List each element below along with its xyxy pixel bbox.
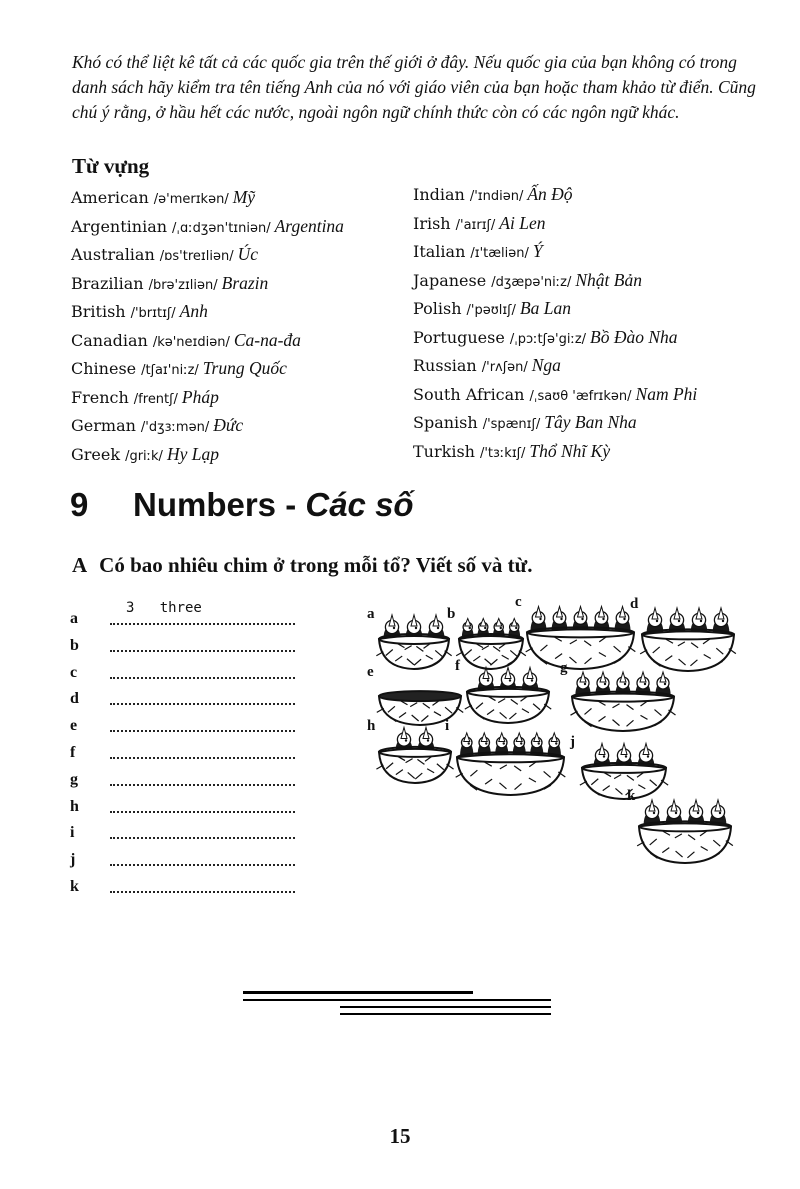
nest-drawing: [375, 724, 455, 786]
nest-drawing: [568, 666, 678, 734]
vocab-word: American: [71, 188, 149, 207]
nest-drawing: [523, 600, 638, 672]
vocab-word: Indian: [413, 185, 465, 204]
exercise-letter: A: [72, 553, 88, 577]
answer-blank[interactable]: [110, 811, 295, 813]
answer-row: [70, 766, 310, 793]
vocab-entry: [71, 383, 344, 412]
vocab-ipa: /'tɜːkɪʃ/: [479, 445, 526, 461]
vocab-word: Irish: [413, 213, 451, 233]
vocab-ipa: /'aɪrɪʃ/: [455, 217, 496, 233]
vocab-translation: Anh: [179, 301, 208, 321]
vocab-ipa: /ə'merɪkən/: [153, 192, 229, 207]
nest-label: a: [367, 606, 375, 622]
exercise-text: Có bao nhiêu chim ở trong mỗi tổ? Viết số và từ.: [99, 553, 533, 577]
vocab-list-left: [71, 183, 344, 468]
section-heading: [70, 486, 414, 524]
answer-blank[interactable]: [110, 891, 295, 893]
vocab-title: Từ vựng: [72, 154, 150, 178]
vocab-ipa: /'ɪndiən/: [469, 189, 524, 204]
nest-label: d: [630, 596, 639, 612]
answer-row: [70, 659, 310, 686]
vocab-list-right: [413, 180, 697, 465]
vocab-word: Chinese: [71, 359, 137, 378]
nest-drawing: [463, 664, 553, 726]
vocab-word: Greek: [71, 444, 121, 464]
vocab-ipa: /brə'zɪliən/: [148, 277, 218, 293]
nest-label: c: [515, 594, 522, 610]
intro-paragraph: Khó có thể liệt kê tất cả các quốc gia trên thế giới ở đây. Nếu quốc gia của bạn không có trong danh sách hãy kiểm tra tên tiếng Anh của nó với giáo viên của bạn hoặc tham khảo từ điển. Cũng chú ý rằng, ở hầu hết các nước, ngoài ngôn ngữ chính thức còn có các ngôn ngữ khác.: [72, 52, 756, 122]
vocab-translation: Ý: [532, 241, 543, 261]
answer-blank[interactable]: [110, 677, 295, 679]
vocab-word: Spanish: [413, 413, 478, 432]
nest-drawing: [638, 602, 738, 674]
nest-g: [560, 660, 678, 734]
nest-label: f: [455, 658, 460, 674]
vocab-word: Portuguese: [413, 327, 505, 347]
vocab-ipa: /'pəʊlɪʃ/: [466, 303, 516, 318]
vocab-entry: [71, 354, 344, 383]
vocab-entry: [71, 440, 344, 469]
nest-label: i: [445, 718, 450, 734]
answer-row: [70, 632, 310, 659]
vocab-translation: Ba Lan: [519, 298, 571, 318]
vocab-word: French: [71, 387, 129, 407]
answer-blank[interactable]: [110, 784, 295, 786]
vocab-entry: [71, 212, 344, 241]
vocab-translation: Ấn Độ: [527, 184, 573, 204]
answer-blank[interactable]: [110, 623, 295, 625]
vocab-word: German: [71, 416, 136, 435]
answer-list: [70, 600, 310, 900]
vocab-word: Italian: [413, 242, 466, 261]
answer-blank[interactable]: [110, 730, 295, 732]
nest-i: [445, 718, 568, 798]
vocab-ipa: /'spænɪʃ/: [482, 417, 541, 432]
vocab-translation: Thổ Nhĩ Kỳ: [529, 440, 611, 461]
vocab-word: Brazilian: [71, 273, 144, 293]
vocab-ipa: /ˌsaʊθ 'æfrɪkən/: [529, 388, 632, 404]
answer-row: [70, 685, 310, 712]
nest-k: [627, 788, 735, 866]
answer-row: [70, 600, 310, 632]
vocab-ipa: /tʃaɪ'niːz/: [141, 363, 199, 378]
divider-line: [340, 1006, 551, 1008]
section-title-en: Numbers -: [133, 486, 297, 523]
vocab-word: Canadian: [71, 330, 148, 350]
nest-j: [570, 734, 670, 802]
vocab-translation: Mỹ: [232, 187, 256, 207]
vocab-translation: Tây Ban Nha: [544, 412, 637, 432]
vocab-translation: Nam Phi: [635, 383, 698, 404]
nest-a: [367, 606, 453, 672]
vocab-entry: [413, 323, 697, 352]
vocab-translation: Hy Lạp: [166, 443, 219, 464]
vocab-entry: [413, 408, 697, 437]
vocab-word: Australian: [71, 245, 155, 264]
nest-h: [367, 718, 455, 786]
vocab-word: Polish: [413, 299, 462, 318]
vocab-entry: [71, 297, 344, 326]
divider-line: [243, 991, 473, 994]
vocab-entry: [413, 351, 697, 380]
answer-label: d: [70, 690, 79, 708]
vocab-entry: [413, 437, 697, 466]
vocab-entry: [71, 326, 344, 355]
answer-row: [70, 712, 310, 739]
nest-label: h: [367, 718, 376, 734]
nest-d: [630, 596, 738, 674]
nest-drawing: [375, 612, 453, 672]
vocab-entry: [413, 237, 697, 266]
nest-label: j: [570, 734, 575, 750]
vocab-entry: [71, 240, 344, 269]
answer-row: [70, 739, 310, 766]
nest-drawing: [578, 740, 670, 802]
nest-label: e: [367, 664, 374, 680]
vocab-entry: [413, 209, 697, 238]
vocab-entry: [71, 269, 344, 298]
vocab-translation: Nhật Bản: [575, 269, 642, 290]
nest-drawing: [453, 724, 568, 798]
nest-label: g: [560, 660, 568, 676]
answer-row: [70, 873, 310, 900]
vocab-translation: Nga: [531, 355, 561, 375]
vocab-translation: Argentina: [274, 215, 344, 236]
divider-line: [243, 999, 551, 1001]
answer-label: i: [70, 824, 75, 842]
vocab-ipa: /ɪ'tæliən/: [470, 246, 529, 261]
section-title-vn: Các số: [305, 486, 414, 523]
exercise-instruction: [72, 553, 533, 578]
answer-row: [70, 846, 310, 873]
answer-label: j: [70, 851, 76, 869]
vocab-word: Russian: [413, 356, 477, 375]
vocab-ipa: /ˌɑːdʒən'tɪniən/: [172, 220, 271, 236]
vocab-ipa: /griːk/: [125, 448, 163, 464]
vocab-translation: Ai Len: [499, 212, 546, 233]
vocab-ipa: /'dʒɜːmən/: [140, 420, 210, 435]
answer-label: a: [70, 610, 78, 627]
section-number: 9: [70, 486, 89, 523]
vocab-entry: [71, 183, 344, 212]
divider-line: [340, 1013, 551, 1015]
nest-label: k: [627, 788, 636, 804]
page-number: 15: [389, 1124, 411, 1148]
answer-blank[interactable]: [110, 864, 295, 866]
answer-value: 3 three: [126, 600, 202, 616]
answer-blank[interactable]: [110, 650, 295, 652]
answer-blank[interactable]: [110, 757, 295, 759]
vocab-translation: Ca-na-đa: [233, 329, 301, 350]
answer-blank[interactable]: [110, 703, 295, 705]
vocab-translation: Bồ Đào Nha: [590, 326, 678, 347]
vocab-translation: Úc: [237, 244, 258, 264]
vocab-entry: [413, 266, 697, 295]
nest-drawing: [635, 794, 735, 866]
nest-label: b: [447, 606, 456, 622]
vocab-word: Turkish: [413, 441, 475, 461]
vocab-ipa: /kə'neɪdiən/: [152, 334, 230, 350]
vocab-word: Argentinian: [71, 216, 168, 236]
vocab-ipa: /'brɪtɪʃ/: [130, 306, 176, 321]
nest-drawing: [375, 670, 465, 728]
answer-label: k: [70, 877, 79, 895]
answer-label: h: [70, 797, 79, 815]
nest-f: [455, 658, 553, 726]
nest-illustration: [355, 594, 735, 885]
nest-c: [515, 594, 638, 672]
answer-row: [70, 793, 310, 820]
vocab-translation: Pháp: [181, 386, 219, 407]
vocab-ipa: /'rʌʃən/: [481, 360, 528, 375]
answer-row: [70, 819, 310, 846]
answer-label: b: [70, 636, 79, 654]
vocab-ipa: /ˌpɔːtʃə'giːz/: [509, 331, 587, 347]
vocab-ipa: /frentʃ/: [133, 391, 178, 407]
answer-label: g: [70, 770, 78, 788]
answer-blank[interactable]: [110, 837, 295, 839]
vocab-ipa: /ɒs'treɪliən/: [159, 249, 234, 264]
answer-label: f: [70, 743, 76, 761]
vocab-entry: [413, 380, 697, 409]
vocab-translation: Trung Quốc: [202, 358, 287, 378]
vocab-entry: [413, 180, 697, 209]
vocab-translation: Brazin: [221, 272, 269, 293]
nest-e: [367, 664, 465, 728]
vocab-translation: Đức: [213, 415, 244, 435]
answer-label: e: [70, 717, 78, 735]
vocab-word: Japanese: [413, 270, 487, 290]
vocab-entry: [71, 411, 344, 440]
vocab-word: British: [71, 302, 126, 321]
answer-label: c: [70, 663, 78, 681]
vocab-entry: [413, 294, 697, 323]
vocab-ipa: /dʒæpə'niːz/: [491, 274, 572, 290]
vocab-word: South African: [413, 384, 525, 404]
